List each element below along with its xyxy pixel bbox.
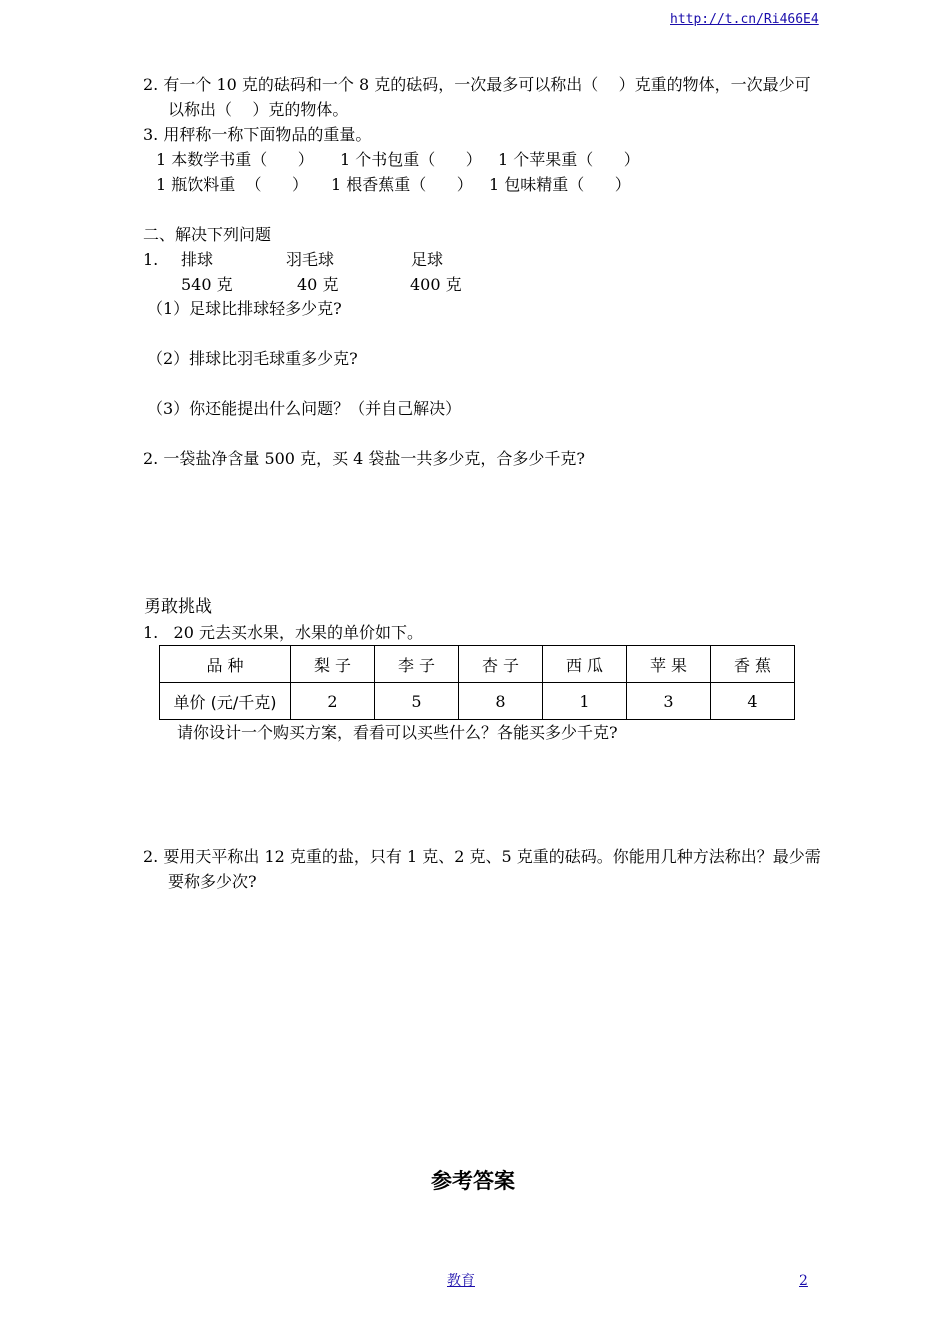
price-cell: 1 — [543, 683, 627, 720]
price-label-cell: 单价 (元/千克) — [160, 683, 291, 720]
price-cell: 8 — [459, 683, 543, 720]
price-cell: 4 — [711, 683, 795, 720]
sub-question-3: （3）你还能提出什么问题？（并自己解决） — [147, 399, 462, 418]
item-weight: 540 克 — [181, 275, 233, 294]
q2-line2: 以称出（ ）克的物体。 — [168, 100, 349, 119]
answer-title: 参考答案 — [431, 1168, 515, 1193]
q3-title: 3. 用秤称一称下面物品的重量。 — [143, 125, 372, 144]
challenge-q1-follow: 请你设计一个购买方案，看看可以买些什么？各能买多少千克? — [177, 723, 618, 742]
footer-link[interactable]: 教育 — [447, 1273, 475, 1289]
fruit-name-cell: 香 蕉 — [711, 646, 795, 683]
challenge-q2-line2: 要称多少次? — [168, 872, 257, 891]
q2-line1: 2. 有一个 10 克的砝码和一个 8 克的砝码，一次最多可以称出（ ）克重的物体，一次最少可 — [143, 75, 811, 94]
sub-question-2: （2）排球比羽毛球重多少克? — [147, 349, 358, 368]
item-weight: 40 克 — [297, 275, 339, 294]
price-cell: 3 — [627, 683, 711, 720]
q3-item: 1 根香蕉重（ ） — [331, 175, 473, 194]
challenge-q1: 1. 20 元去买水果，水果的单价如下。 — [143, 623, 423, 642]
table-header-label: 品 种 — [160, 646, 291, 683]
item-weight: 400 克 — [410, 275, 462, 294]
price-cell: 5 — [375, 683, 459, 720]
q3-item: 1 个书包重（ ） — [340, 150, 482, 169]
fruit-name-cell: 梨 子 — [291, 646, 375, 683]
sub-question-1: （1）足球比排球轻多少克? — [147, 299, 342, 318]
item-name: 排球 — [181, 250, 214, 269]
table-row — [160, 646, 795, 683]
header-url-link[interactable]: http://t.cn/Ri466E4 — [670, 12, 819, 27]
table-row — [160, 683, 795, 720]
price-cell: 2 — [291, 683, 375, 720]
section2-title: 二、解决下列问题 — [143, 225, 272, 244]
fruit-name-cell: 杏 子 — [459, 646, 543, 683]
q3-item: 1 瓶饮料重 （ ） — [156, 175, 308, 194]
fruit-name-cell: 西 瓜 — [543, 646, 627, 683]
section2-q1-number: 1. — [143, 250, 159, 269]
page-number[interactable]: 2 — [799, 1273, 808, 1289]
q3-item: 1 个苹果重（ ） — [498, 150, 640, 169]
fruit-name-cell: 李 子 — [375, 646, 459, 683]
challenge-title: 勇敢挑战 — [144, 597, 212, 617]
challenge-q2-line1: 2. 要用天平称出 12 克重的盐，只有 1 克、2 克、5 克重的砝码。你能用几种方法称出？最少需 — [143, 847, 821, 866]
section2-q2: 2. 一袋盐净含量 500 克，买 4 袋盐一共多少克，合多少千克? — [143, 449, 585, 468]
q3-item: 1 本数学书重（ ） — [156, 150, 314, 169]
item-name: 羽毛球 — [286, 250, 335, 269]
q3-item: 1 包味精重（ ） — [489, 175, 631, 194]
fruit-price-table — [159, 645, 795, 720]
fruit-name-cell: 苹 果 — [627, 646, 711, 683]
item-name: 足球 — [411, 250, 444, 269]
